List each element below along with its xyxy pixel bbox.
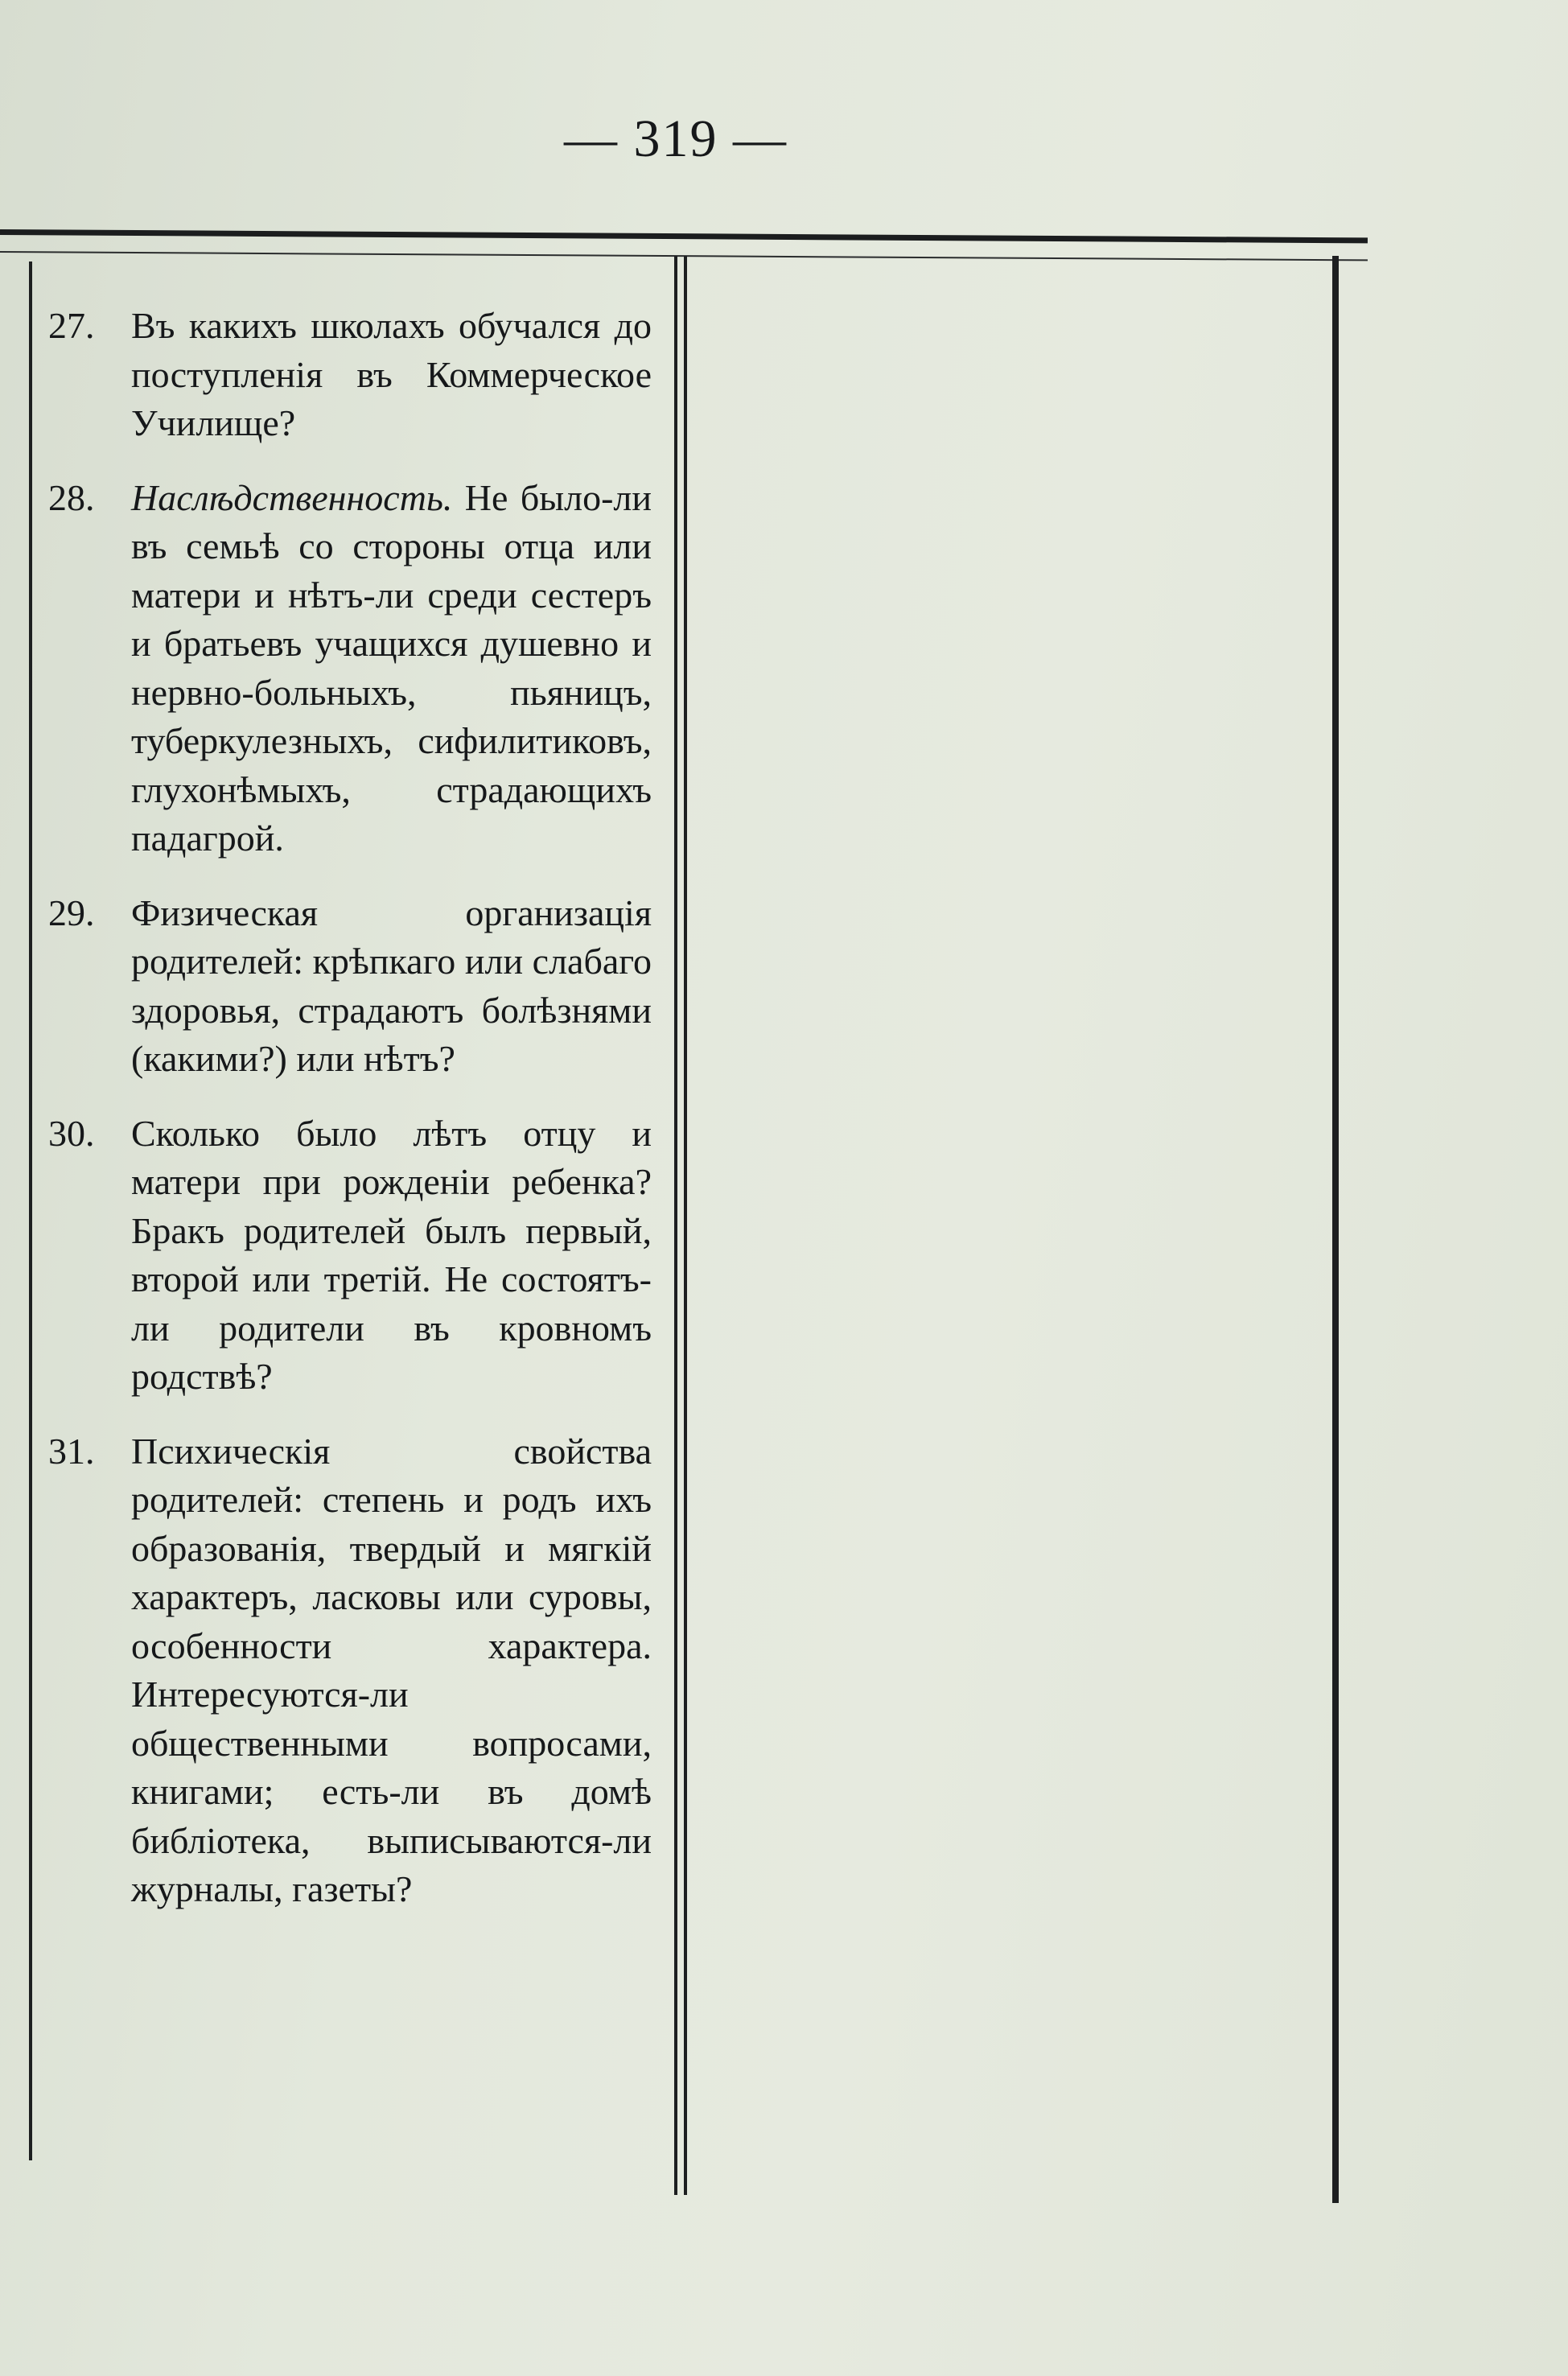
question-number: 30.	[48, 1112, 95, 1154]
question-number: 31.	[48, 1430, 95, 1472]
question-item	[48, 1110, 652, 1402]
column-divider-1	[674, 256, 677, 2195]
question-heading: Наслѣдственность.	[131, 476, 453, 518]
question-text	[131, 474, 652, 863]
question-item	[48, 889, 652, 1084]
column-divider-2	[684, 256, 687, 2195]
question-item	[48, 1427, 652, 1914]
question-number: 29.	[48, 892, 95, 933]
questionnaire-column	[48, 302, 652, 1940]
question-text: Въ какихъ школахъ обучался до поступленія въ Коммерческое Училище?	[131, 305, 652, 443]
question-body: Не было-ли въ семьѣ со стороны отца или матери и нѣтъ-ли среди сестеръ и братьевъ учащихся душевно и нервно-больныхъ, пьяницъ, туберкулезныхъ, сифилитиковъ, глухонѣмыхъ, страдающихъ падагрой.	[131, 476, 652, 859]
answer-column-blank	[708, 322, 1319, 1207]
page-number: — 319 —	[564, 109, 788, 168]
top-rule	[0, 229, 1368, 243]
question-item	[48, 474, 652, 863]
question-text: Физическая организація родителей: крѣпкаго или слабаго здоровья, страдаютъ болѣзнями (какими?) или нѣтъ?	[131, 892, 652, 1079]
left-column-border	[29, 261, 32, 2160]
question-number: 28.	[48, 476, 95, 518]
question-text: Психическія свойства родителей: степень и родъ ихъ образованія, твердый и мягкій характеръ, ласковы или суровы, особенности характера. Интересуются-ли общественными вопросами, книгами; есть-ли въ домѣ библіотека, выписываются-ли журналы, газеты?	[131, 1430, 652, 1909]
question-item	[48, 302, 652, 448]
right-column-border	[1332, 256, 1339, 2203]
question-text: Сколько было лѣтъ отцу и матери при рожденіи ребенка? Бракъ родителей былъ первый, второй или третій. Не состоятъ-ли родители въ кровномъ родствѣ?	[131, 1112, 652, 1397]
question-number: 27.	[48, 305, 95, 346]
